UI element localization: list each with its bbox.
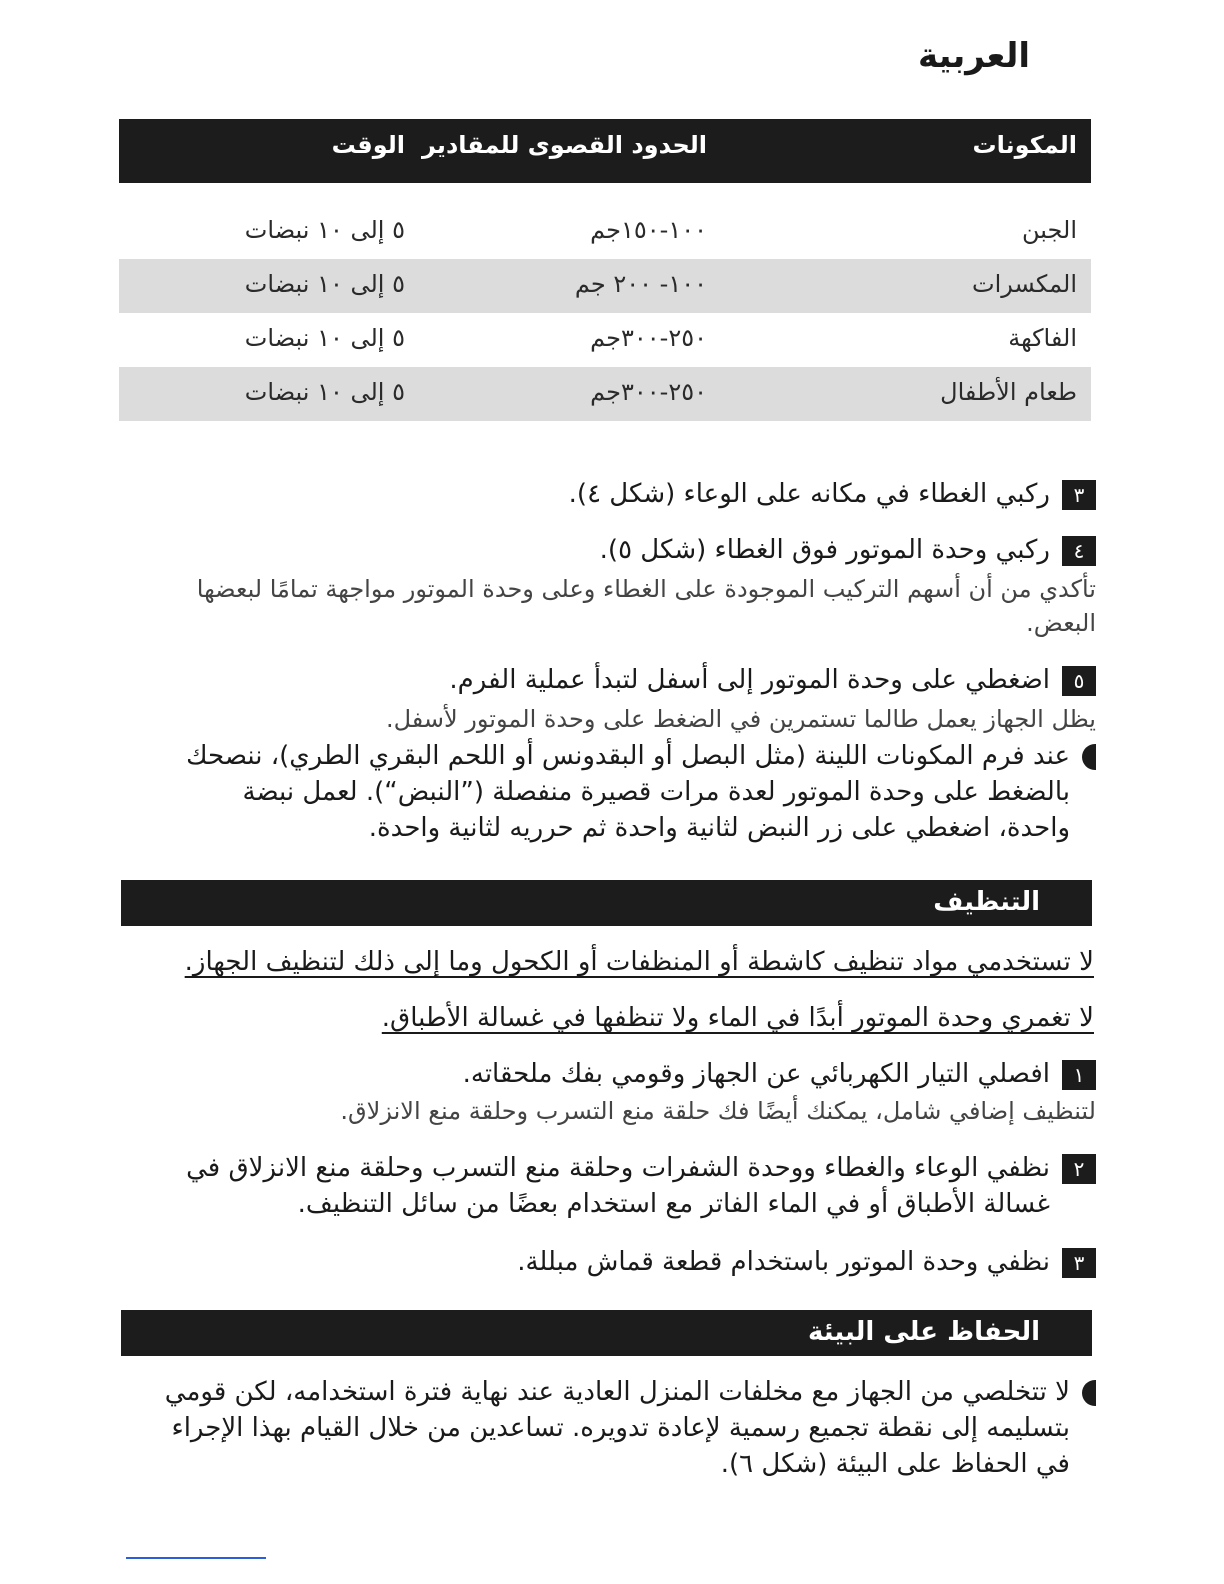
table-header [119,119,1091,183]
step-number: ٣ [1062,1248,1096,1278]
step-number: ٣ [1062,480,1096,510]
table-row [119,205,1091,259]
header-ingredient: المكونات [972,131,1077,159]
cell-time: ٥ إلى ١٠ نبضات [244,378,405,406]
cell-ingredient: طعام الأطفال [940,378,1077,406]
step-text: ركبي وحدة الموتور فوق الغطاء (شكل ٥). [599,535,1050,565]
cleaning-step-1-note: لتنظيف إضافي شامل، يمكنك أيضًا فك حلقة منع التسرب وحلقة منع الانزلاق. [340,1097,1096,1125]
page-title: العربية [917,36,1030,76]
bullet-text: لا تتخلصي من الجهاز مع مخلفات المنزل العادية عند نهاية فترة استخدامه، لكن قومي بتسليمه إلى نقطة تجميع رسمية لإعادة تدويره. تساعدين من خلال القيام بهذا الإجراء في الحفاظ على البيئة (شكل ٦). [164,1377,1070,1479]
cell-quantity: ٢٥٠-٣٠٠جم [590,324,707,352]
section-title: الحفاظ على البيئة [808,1317,1040,1347]
quantities-table [119,119,1091,421]
bullet-text: عند فرم المكونات اللينة (مثل البصل أو البقدونس أو اللحم البقري الطري)، ننصحك بالضغط على وحدة الموتور لعدة مرات قصيرة منفصلة (”النبض“). لعمل نبضة واحدة، اضغطي على زر النبض لثانية واحدة ثم حرريه لثانية واحدة. [186,741,1070,843]
tip-bullet [130,738,1096,846]
cell-quantity: ٢٥٠-٣٠٠جم [590,378,707,406]
bullet-icon [1082,744,1096,770]
table-row [119,259,1091,313]
warning-no-abrasives: لا تستخدمي مواد تنظيف كاشطة أو المنظفات أو الكحول وما إلى ذلك لتنظيف الجهاز. [184,947,1094,977]
table-row [119,367,1091,421]
cell-quantity: ١٠٠- ٢٠٠ جم [574,270,707,298]
bullet-icon [1082,1380,1096,1406]
step-text: افصلي التيار الكهربائي عن الجهاز وقومي بفك ملحقاته. [462,1059,1050,1089]
header-time: الوقت [331,131,405,159]
cell-time: ٥ إلى ١٠ نبضات [244,324,405,352]
step-text: اضغطي على وحدة الموتور إلى أسفل لتبدأ عملية الفرم. [449,665,1050,695]
section-title: التنظيف [933,887,1040,917]
environment-bullet [126,1374,1096,1482]
cell-time: ٥ إلى ١٠ نبضات [244,270,405,298]
step-number: ٤ [1062,536,1096,566]
cleaning-step-1 [463,1056,1096,1092]
step-number: ٥ [1062,666,1096,696]
warning-no-immersion: لا تغمري وحدة الموتور أبدًا في الماء ولا تنظفها في غسالة الأطباق. [381,1003,1094,1033]
step-number: ١ [1062,1060,1096,1090]
step-5-note: يظل الجهاز يعمل طالما تستمرين في الضغط على وحدة الموتور لأسفل. [385,705,1096,733]
cell-time: ٥ إلى ١٠ نبضات [244,216,405,244]
cleaning-step-3 [517,1244,1096,1280]
step-4-note: تأكدي من أن أسهم التركيب الموجودة على الغطاء وعلى وحدة الموتور مواجهة تمامًا لبعضها البعض. [196,575,1096,637]
cell-quantity: ١٠٠-١٥٠جم [590,216,707,244]
step-text: ركبي الغطاء في مكانه على الوعاء (شكل ٤). [568,479,1050,509]
section-cleaning-header [121,880,1092,926]
step-text: نظفي الوعاء والغطاء ووحدة الشفرات وحلقة منع التسرب وحلقة منع الانزلاق في غسالة الأطباق أو في الماء الفاتر مع استخدام بعضًا من سائل التنظيف. [186,1153,1050,1219]
step-text: نظفي وحدة الموتور باستخدام قطعة قماش مبللة. [517,1247,1050,1277]
cell-ingredient: الجبن [1022,216,1077,244]
table-row [119,313,1091,367]
step-number: ٢ [1062,1154,1096,1184]
step-4 [600,532,1096,568]
footer-rule [126,1557,266,1559]
cleaning-step-2 [170,1150,1096,1222]
cell-ingredient: الفاكهة [1008,324,1077,352]
header-max-quantity: الحدود القصوى للمقادير [422,131,707,159]
step-5 [449,662,1096,698]
section-environment-header [121,1310,1092,1356]
cell-ingredient: المكسرات [971,270,1077,298]
step-3 [569,476,1096,512]
